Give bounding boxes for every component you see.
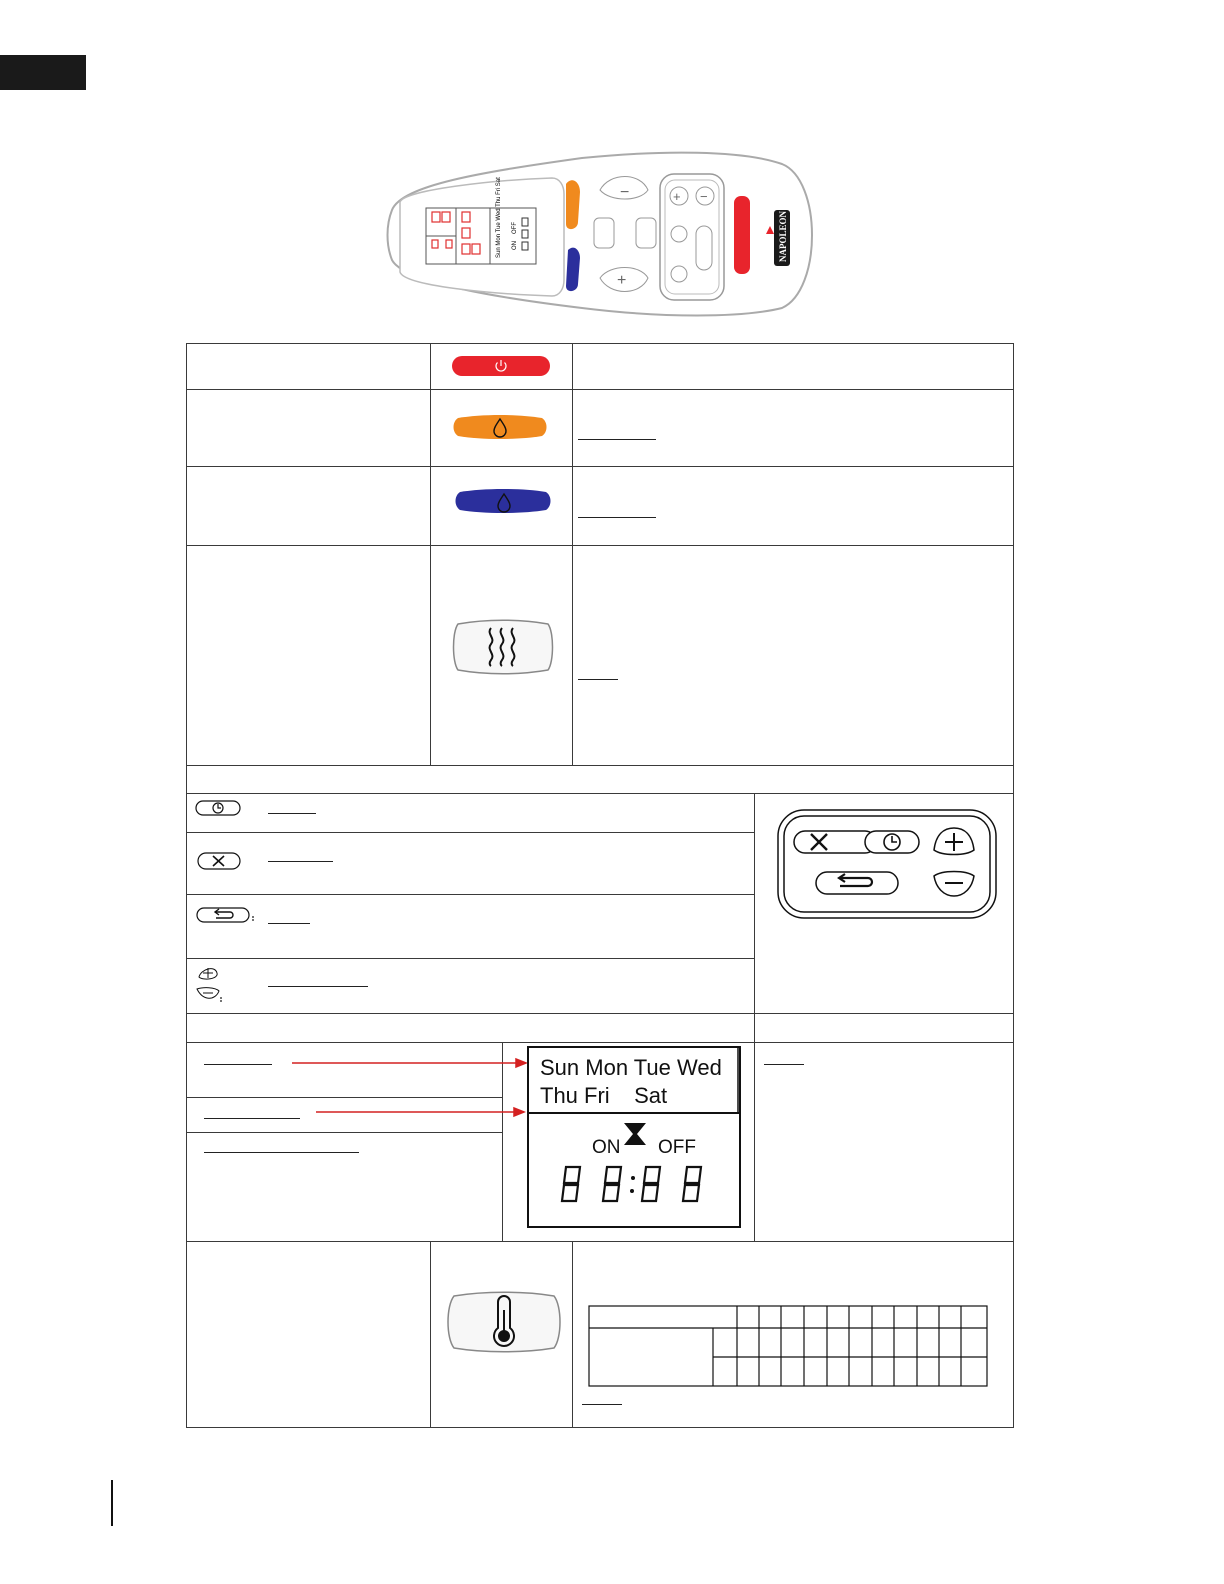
days-underline <box>204 1064 272 1065</box>
remote-power-button <box>734 196 750 274</box>
lcd-days-line2: Thu Fri Sat <box>540 1083 668 1108</box>
minus-icon <box>197 988 219 999</box>
svg-text:+: + <box>673 189 681 204</box>
lcd-arrows <box>290 1054 530 1124</box>
clock-underline <box>204 1152 359 1153</box>
thermostat-underline <box>582 1404 622 1405</box>
remote-function-panel <box>660 174 724 300</box>
remote-thermo-pad <box>636 218 656 248</box>
temperature-grid <box>587 1304 989 1388</box>
thermostat-button[interactable] <box>444 1290 564 1354</box>
timer-underline <box>268 813 316 814</box>
svg-text:−: − <box>620 184 630 201</box>
remote-display-on: ON <box>512 241 518 250</box>
page-footer-rule <box>111 1480 113 1526</box>
return-underline <box>268 923 310 924</box>
plus-icon <box>199 968 217 979</box>
power-button[interactable] <box>450 354 552 378</box>
timer-display-underline <box>204 1118 300 1119</box>
lcd-display <box>526 1045 744 1229</box>
remote-brand-logo: NAPOLEON <box>778 210 788 262</box>
remote-flame-up-button <box>566 180 580 229</box>
lcd-on-label: ON <box>592 1137 621 1158</box>
flame-down-underline <box>578 517 656 518</box>
lcd-notes-underline <box>764 1064 804 1065</box>
heater-button[interactable] <box>450 618 556 676</box>
remote-flame-down-button <box>566 248 580 292</box>
flame-up-button[interactable] <box>452 412 548 442</box>
flame-up-underline <box>578 439 656 440</box>
remote-display-days: Sun Mon Tue Wed Thu Fri Sat <box>496 177 502 258</box>
function-panel-image <box>776 808 998 920</box>
heater-underline <box>578 679 618 680</box>
remote-heater-pad <box>594 218 614 248</box>
plus-minus-buttons[interactable] <box>195 963 227 1005</box>
svg-text:+: + <box>617 272 627 289</box>
svg-text:−: − <box>700 189 708 204</box>
lcd-days-line1: Sun Mon Tue Wed <box>540 1055 722 1080</box>
page-corner-tab <box>0 55 86 90</box>
plus-minus-underline <box>268 986 368 987</box>
timer-button[interactable] <box>195 800 241 816</box>
return-button[interactable] <box>196 906 256 924</box>
remote-illustration <box>382 150 822 320</box>
flame-down-button[interactable] <box>454 486 552 516</box>
settings-underline <box>268 861 333 862</box>
remote-display-off: OFF <box>512 222 518 234</box>
settings-button[interactable] <box>197 852 241 870</box>
lcd-off-label: OFF <box>658 1137 696 1158</box>
